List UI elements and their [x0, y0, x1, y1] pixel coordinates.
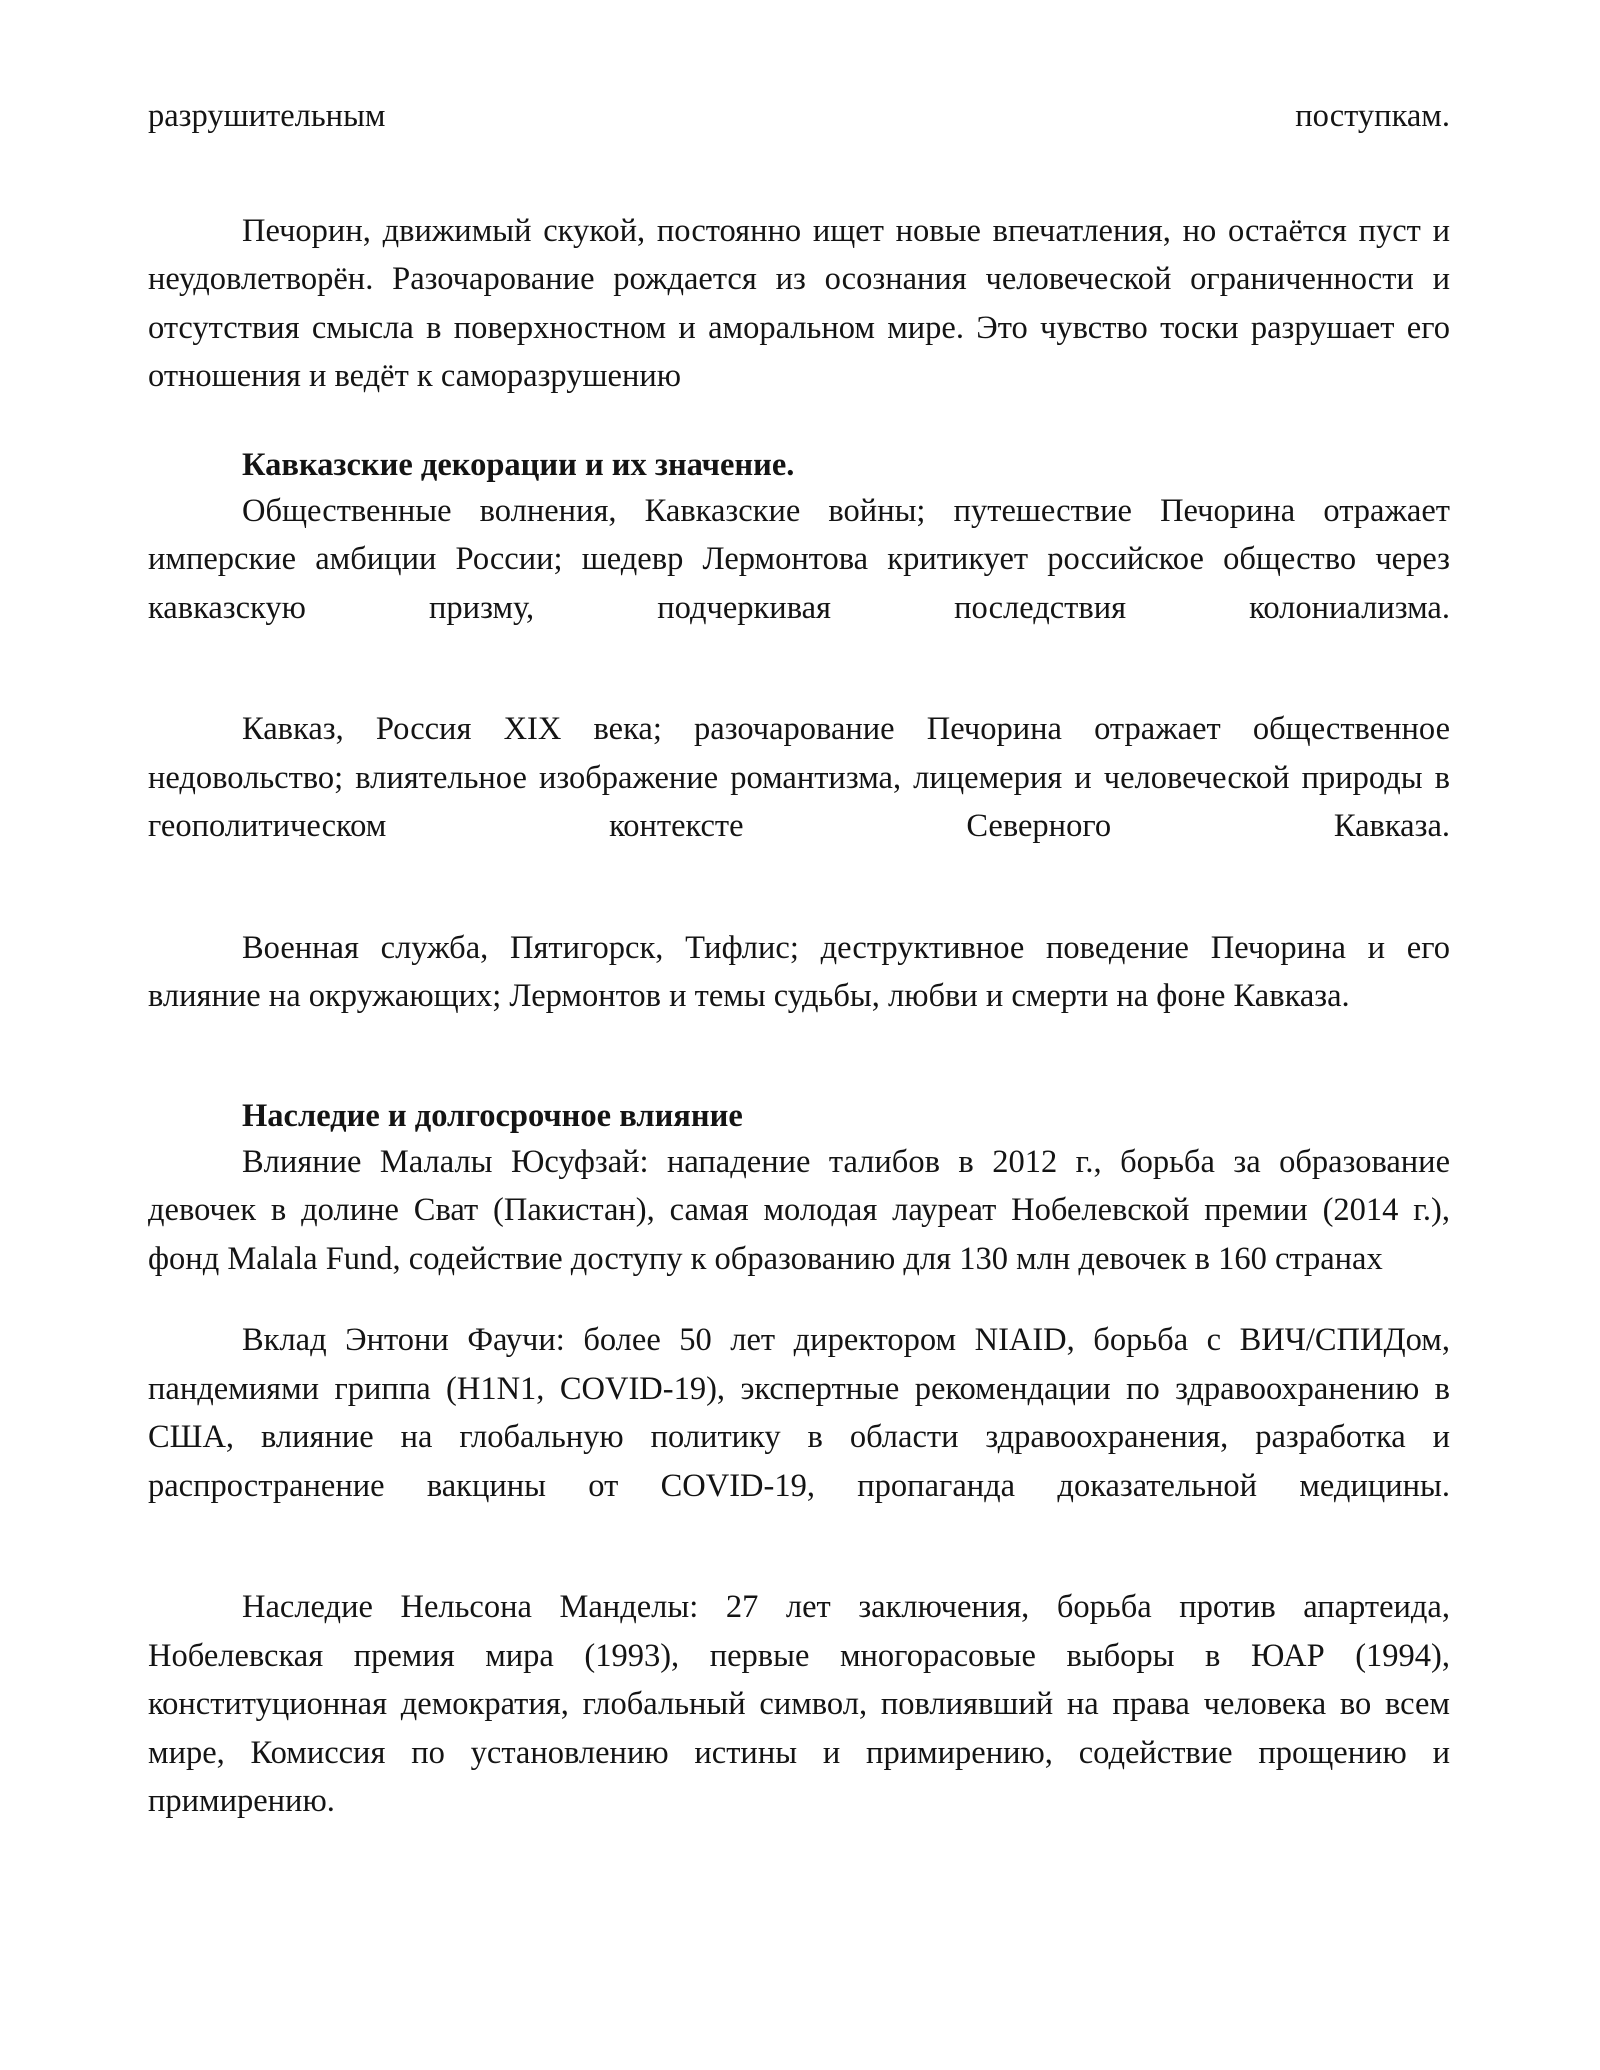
spacer	[148, 1510, 1450, 1583]
spacer	[148, 401, 1450, 443]
paragraph-mandela: Наследие Нельсона Манделы: 27 лет заключения, борьба против апартеида, Нобелевская премия мира (1993), первые многорасовые выборы в ЮАР (1994), конституционная демократия, глобальный символ, повлиявший на права человека во всем мире, Комиссия по установлению истины и примирению, содействие прощению и примирению.	[148, 1589, 1450, 1819]
section-heading-legacy: Наследие и долгосрочное влияние	[242, 1097, 743, 1134]
paragraph-military-service: Военная служба, Пятигорск, Тифлис; деструктивное поведение Печорина и его влияние на окружающих; Лермонтов и темы судьбы, любви и смерти на фоне Кавказа.	[148, 929, 1450, 1014]
spacer	[148, 632, 1450, 705]
paragraph-caucasus-russia: Кавказ, Россия XIX века; разочарование Печорина отражает общественное недовольство; влиятельное изображение романтизма, лицемерия и человеческой природы в геополитическом контексте Северного Кавказа.	[148, 711, 1450, 844]
spacer	[148, 851, 1450, 924]
spacer	[148, 1283, 1450, 1316]
spacer	[148, 141, 1450, 207]
paragraph-continuation: разрушительным поступкам.	[148, 98, 1450, 134]
paragraph-fauci: Вклад Энтони Фаучи: более 50 лет директором NIAID, борьба с ВИЧ/СПИДом, пандемиями гриппа (H1N1, COVID-19), экспертные рекомендации по здравоохранению в США, влияние на глобальную политику в области здравоохранения, разработка и распространение вакцины от COVID-19, пропаганда доказательной медицины.	[148, 1322, 1450, 1504]
paragraph-boredom: Печорин, движимый скукой, постоянно ищет новые впечатления, но остаётся пуст и неудовлетворён. Разочарование рождается из осознания человеческой ограниченности и отсутствия смысла в поверхностном и аморальном мире. Это чувство тоски разрушает его отношения и ведёт к саморазрушению	[148, 212, 1450, 394]
spacer	[148, 1021, 1450, 1094]
paragraph-malala: Влияние Малалы Юсуфзай: нападение талибов в 2012 г., борьба за образование девочек в долине Сват (Пакистан), самая молодая лауреат Нобелевской премии (2014 г.), фонд Malala Fund, содействие доступу к образованию для 130 млн девочек в 160 странах	[148, 1143, 1450, 1277]
document-page	[148, 92, 1450, 1826]
paragraph-caucasus-wars: Общественные волнения, Кавказские войны; путешествие Печорина отражает имперские амбиции России; шедевр Лермонтова критикует российское общество через кавказскую призму, подчеркивая последствия колониализма.	[148, 492, 1450, 626]
section-heading-caucasus: Кавказские декорации и их значение.	[242, 446, 795, 483]
